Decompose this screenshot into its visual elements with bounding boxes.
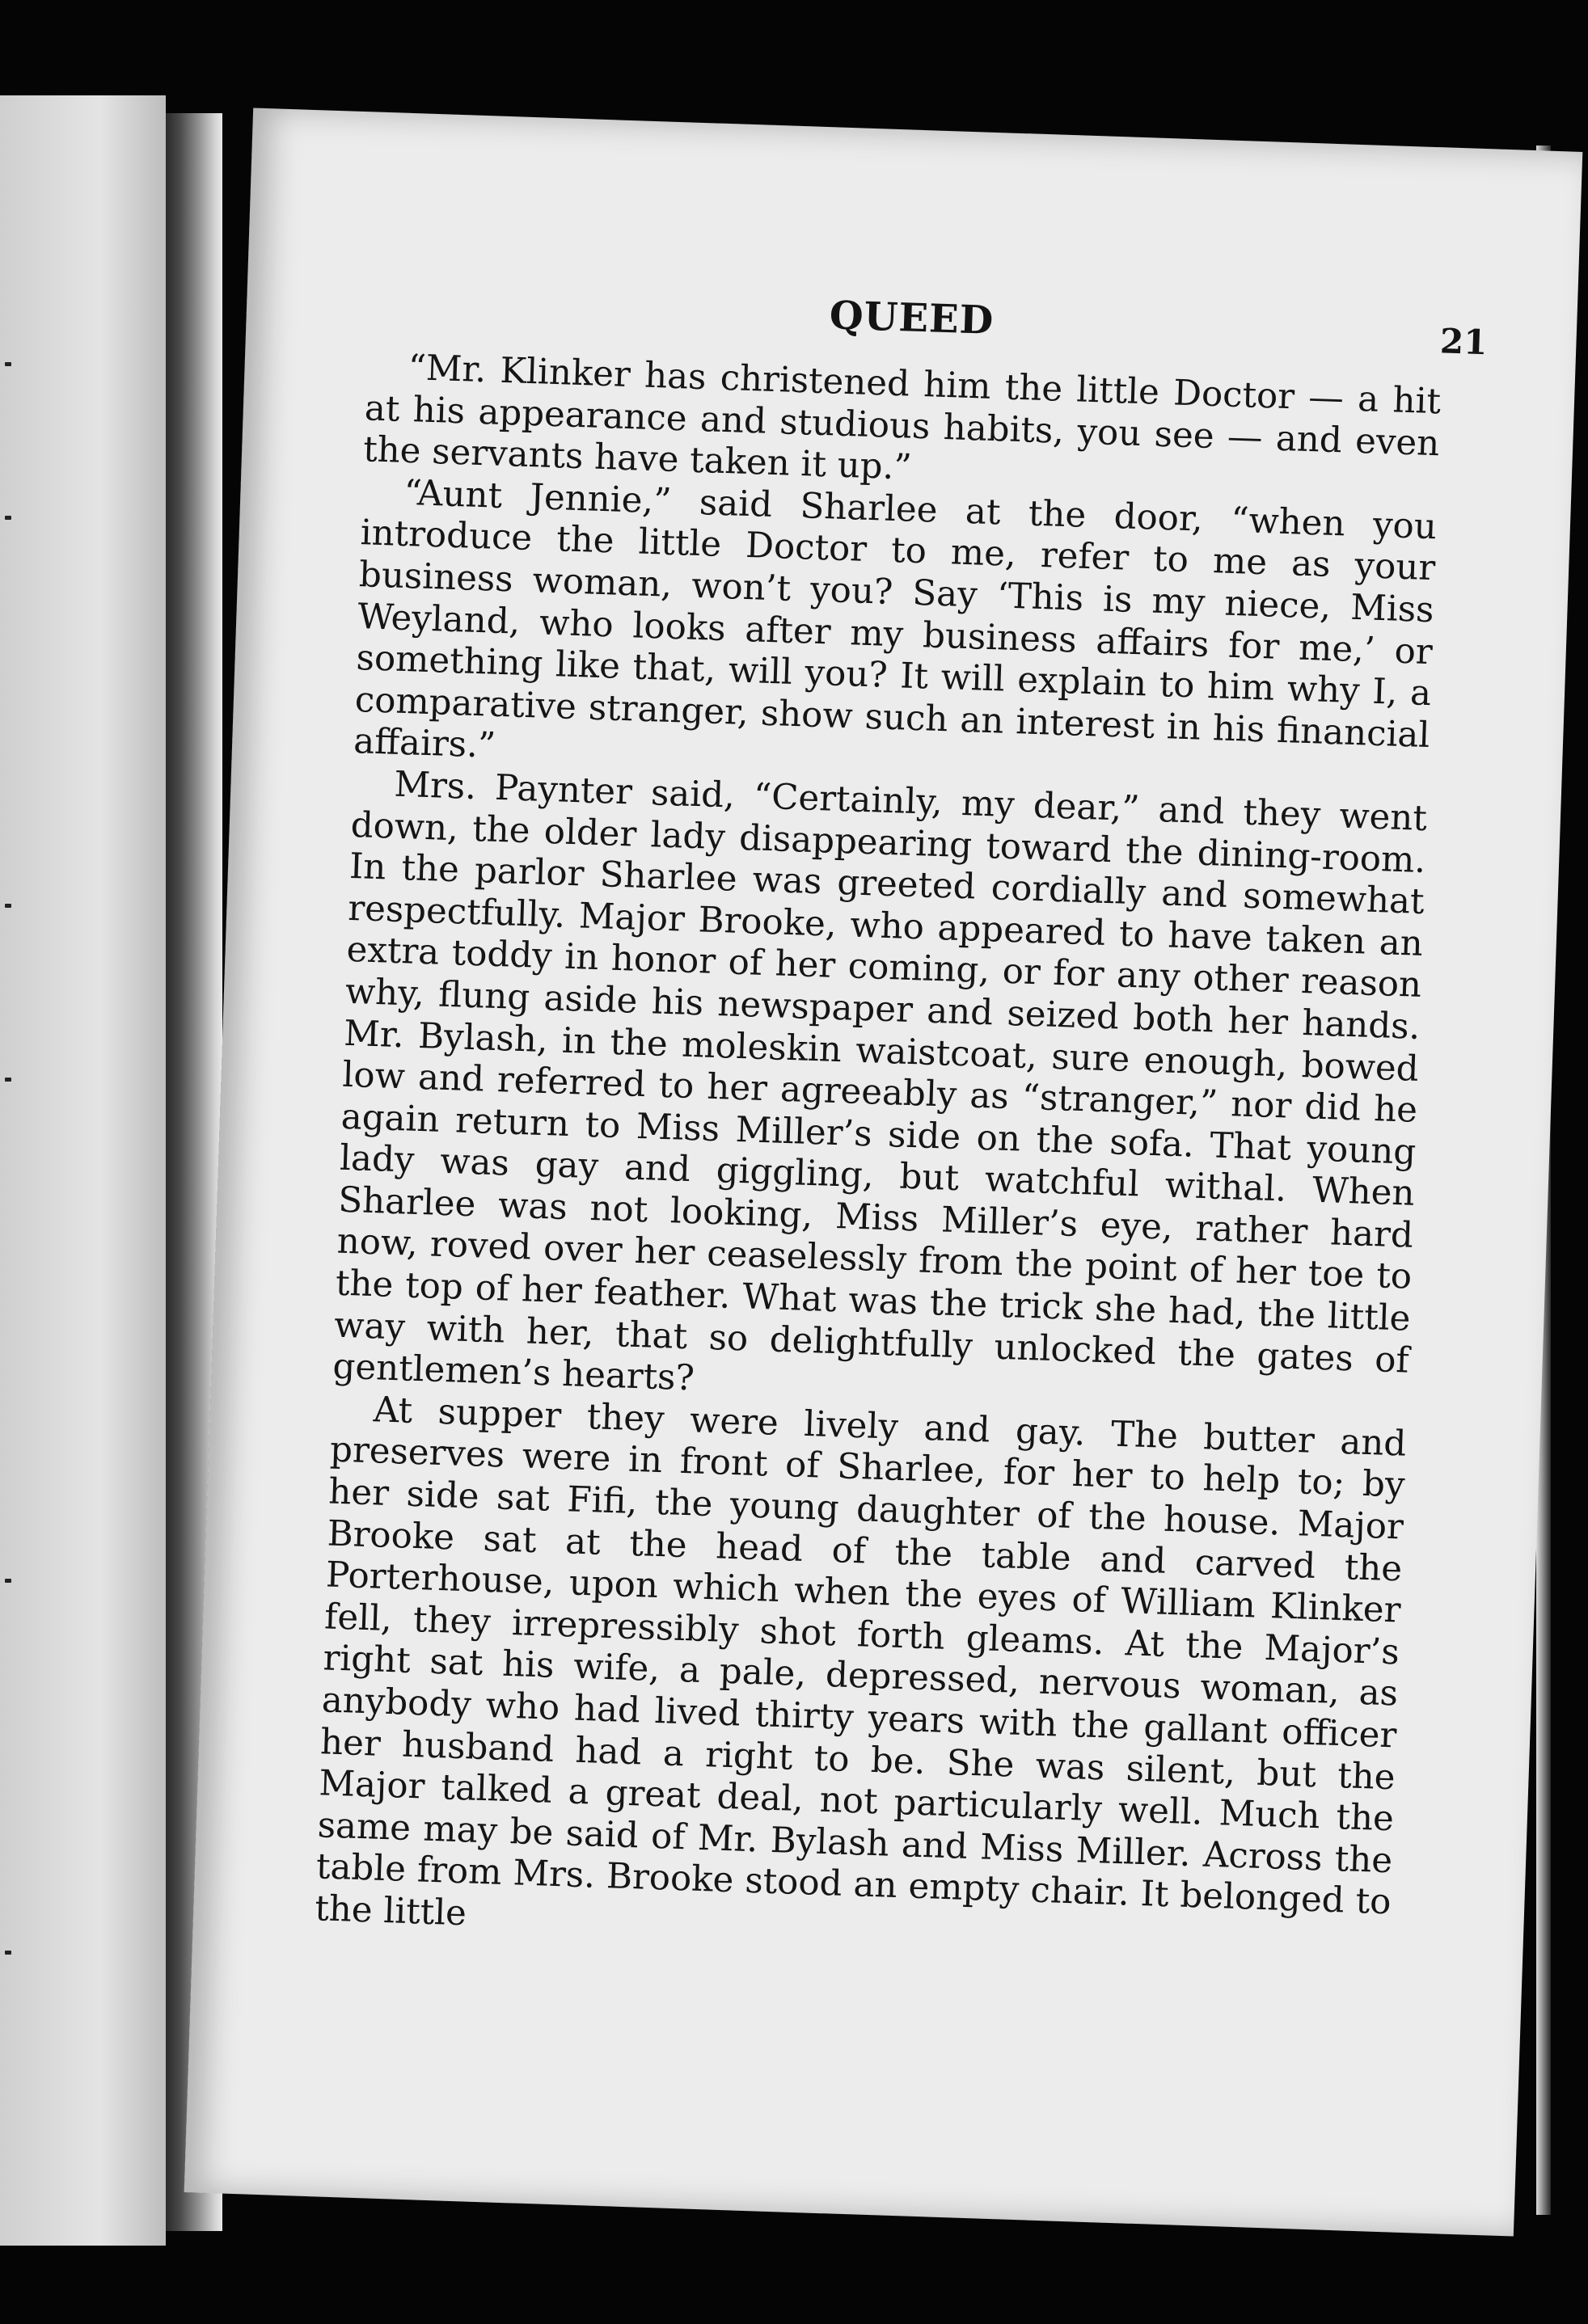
page-number: 21 [1439,321,1489,363]
book-page [184,108,1583,2236]
paragraph: Mrs. Paynter said, “Certainly, my dear,” and they went down, the older lady disappearing toward the dining-room. In the parlor Sharlee was greeted cordially and somewhat respectfully. Major Brooke, who appeared to have taken an extra toddy in honor of her coming, or for any other reason why, flung aside his newspaper and seized both her hands. Mr. Bylash, in the moleskin waistcoat, sure enough, bowed low and referred to her agreeably as “stranger,” nor did he again return to Miss Miller’s side on the sofa. That young lady was gay and giggling, but watchful withal. When Sharlee was not looking, Miss Miller’s eye, rather hard now, roved over her ceaselessly from the point of her toe to the top of her feather. What was the trick she had, the little way with her, that so delightfully unlocked the gates of gentlemen’s hearts? [332,764,1428,1399]
left-page-ink-mark [5,516,11,520]
running-head: QUEED [828,293,995,344]
left-page-ink-mark [5,1078,11,1082]
paragraph: “Mr. Klinker has christened him the little Doctor — a hit at his appearance and studious habits, you see — and even the servants have taken it up.” [362,347,1442,488]
left-page-ink-mark [5,904,11,908]
left-page-ink-mark [5,362,11,366]
left-page-ink-mark [5,1951,11,1955]
paragraph: At supper they were lively and gay. The butter and preserves were in front of Sharlee, for her to help to; by her side sat Fifi, the young daughter of the house. Major Brooke sat at the head of the table and carved the Porterhouse, upon which when the eyes of William Klinker fell, they irrepressibly shot forth gleams. At the Major’s right sat his wife, a pale, depressed, nervous woman, as anybody who had lived thirty years with the gallant officer her husband had a right to be. She was silent, but the Major talked a great deal, not particularly well. Much the same may be said of Mr. Bylash and Miss Miller. Across the table from Mrs. Brooke stood an empty chair. It belonged to the little [314,1390,1408,1934]
left-page-edge [0,95,166,2246]
page-body-text [315,346,1442,1966]
paragraph: “Aunt Jennie,” said Sharlee at the door, “when you introduce the little Doctor to me, refer to me as your business woman, won’t you? Say ‘This is my niece, Miss Weyland, who looks after my business affairs for me,’ or something like that, will you? It will explain to him why I, a comparative stranger, show such an interest in his financial affairs.” [353,472,1438,767]
left-page-ink-mark [5,1579,11,1583]
